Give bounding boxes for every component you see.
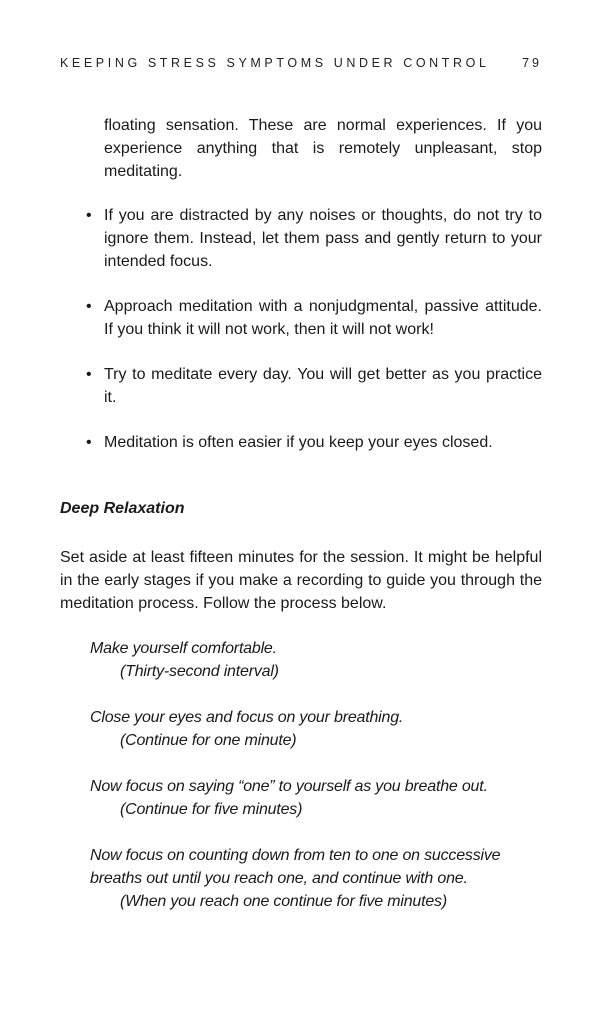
list-item <box>86 295 542 341</box>
page-number: 79 <box>522 56 542 70</box>
section-paragraph: Set aside at least fifteen minutes for the session. It might be helpful in the early stages if you make a recording to guide you through the meditation process. Follow the process below. <box>60 549 542 612</box>
list-item <box>86 363 542 409</box>
tips-list <box>86 204 542 476</box>
running-header-title: KEEPING STRESS SYMPTOMS UNDER CONTROL <box>60 56 490 70</box>
step-instruction: Now focus on counting down from ten to one on successive breaths out until you reach one, and continue with one. <box>90 847 501 887</box>
list-item-text: If you are distracted by any noises or thoughts, do not try to ignore them. Instead, let them pass and gently return to your intended focus. <box>104 207 542 270</box>
list-item-text: Try to meditate every day. You will get better as you practice it. <box>104 366 542 406</box>
list-item <box>86 204 542 273</box>
step-instruction: Now focus on saying “one” to yourself as you breathe out. <box>90 778 488 795</box>
step-note: (Continue for one minute) <box>120 732 297 749</box>
section-heading: Deep Relaxation <box>60 500 185 517</box>
running-header <box>60 56 542 70</box>
step-note: (Continue for five minutes) <box>120 801 303 818</box>
bullet-icon: • <box>86 207 92 224</box>
bullet-icon: • <box>86 298 92 315</box>
step-item <box>90 844 542 913</box>
step-instruction: Make yourself comfortable. <box>90 640 277 657</box>
list-item-text: Meditation is often easier if you keep your eyes closed. <box>104 434 493 451</box>
bullet-icon: • <box>86 434 92 451</box>
relaxation-steps <box>90 637 542 936</box>
step-note: (When you reach one continue for five minutes) <box>120 893 447 910</box>
bullet-icon: • <box>86 366 92 383</box>
continuation-paragraph: floating sensation. These are normal experiences. If you experience anything that is remotely unpleasant, stop meditating. <box>104 117 542 180</box>
step-item <box>90 637 542 683</box>
step-item <box>90 775 542 821</box>
list-item-text: Approach meditation with a nonjudgmental, passive attitude. If you think it will not work, then it will not work! <box>104 298 542 338</box>
list-item <box>86 431 542 454</box>
step-instruction: Close your eyes and focus on your breathing. <box>90 709 404 726</box>
step-item <box>90 706 542 752</box>
step-note: (Thirty-second interval) <box>120 663 279 680</box>
